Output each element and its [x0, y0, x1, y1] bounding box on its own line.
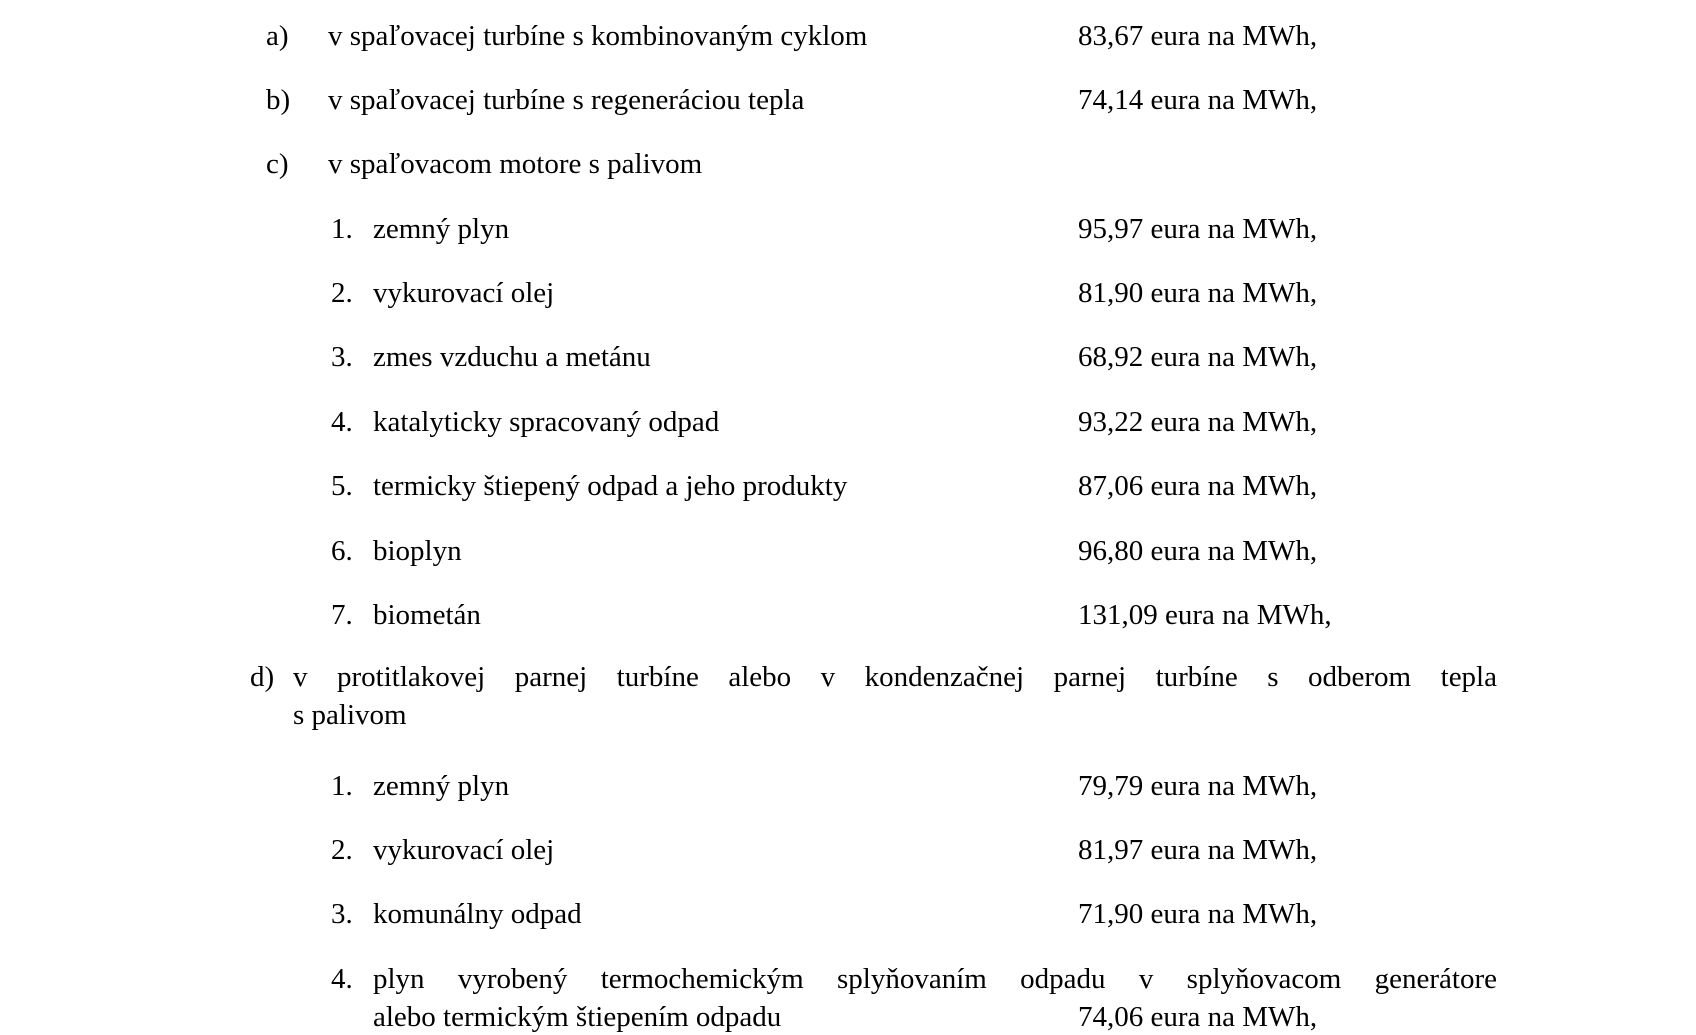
price-value: 83,67 eura na MWh, — [1078, 20, 1318, 52]
price-value: 79,79 eura na MWh, — [1078, 770, 1318, 802]
item-text: bioplyn — [373, 535, 462, 567]
item-text: komunálny odpad — [373, 898, 582, 930]
item-text: v spaľovacej turbíne s kombinovaným cyklom — [328, 20, 868, 52]
item-text: vykurovací olej — [373, 277, 555, 309]
item-marker: 1. — [331, 213, 353, 245]
price-value: 74,06 eura na MWh, — [1078, 1001, 1318, 1033]
item-marker: b) — [266, 84, 291, 116]
price-value: 81,97 eura na MWh, — [1078, 834, 1318, 866]
item-text: zmes vzduchu a metánu — [373, 341, 651, 373]
price-value: 87,06 eura na MWh, — [1078, 470, 1318, 502]
item-text-line2: s palivom — [293, 699, 407, 731]
item-marker: 2. — [331, 834, 353, 866]
item-text: katalyticky spracovaný odpad — [373, 406, 720, 438]
item-marker: 1. — [331, 770, 353, 802]
item-marker: 7. — [331, 599, 353, 631]
item-marker: 6. — [331, 535, 353, 567]
item-text: zemný plyn — [373, 213, 510, 245]
item-marker: 4. — [331, 406, 353, 438]
price-value: 81,90 eura na MWh, — [1078, 277, 1318, 309]
item-text: zemný plyn — [373, 770, 510, 802]
price-value: 68,92 eura na MWh, — [1078, 341, 1318, 373]
item-marker: 5. — [331, 470, 353, 502]
item-text: v spaľovacej turbíne s regeneráciou tepla — [328, 84, 805, 116]
item-marker: c) — [266, 148, 289, 180]
item-marker: a) — [266, 20, 289, 52]
item-marker: 3. — [331, 341, 353, 373]
price-value: 95,97 eura na MWh, — [1078, 213, 1318, 245]
price-value: 131,09 eura na MWh, — [1078, 599, 1332, 631]
item-marker: d) — [250, 661, 275, 693]
item-marker: 3. — [331, 898, 353, 930]
item-marker: 2. — [331, 277, 353, 309]
item-marker: 4. — [331, 963, 353, 995]
item-text: biometán — [373, 599, 481, 631]
price-value: 74,14 eura na MWh, — [1078, 84, 1318, 116]
item-text: v spaľovacom motore s palivom — [328, 148, 703, 180]
item-text-line1: v protitlakovej parnej turbíne alebo v kondenzačnej parnej turbíne s odberom tepla — [293, 661, 1497, 693]
price-value: 96,80 eura na MWh, — [1078, 535, 1318, 567]
item-text-line1: plyn vyrobený termochemickým splyňovaním odpadu v splyňovacom generátore — [373, 963, 1497, 995]
item-text — [293, 658, 1497, 734]
price-value: 71,90 eura na MWh, — [1078, 898, 1318, 930]
price-value: 93,22 eura na MWh, — [1078, 406, 1318, 438]
item-text: termicky štiepený odpad a jeho produkty — [373, 470, 848, 502]
item-text — [373, 960, 1497, 1035]
item-text: vykurovací olej — [373, 834, 555, 866]
item-text-line2: alebo termickým štiepením odpadu — [373, 1001, 782, 1033]
